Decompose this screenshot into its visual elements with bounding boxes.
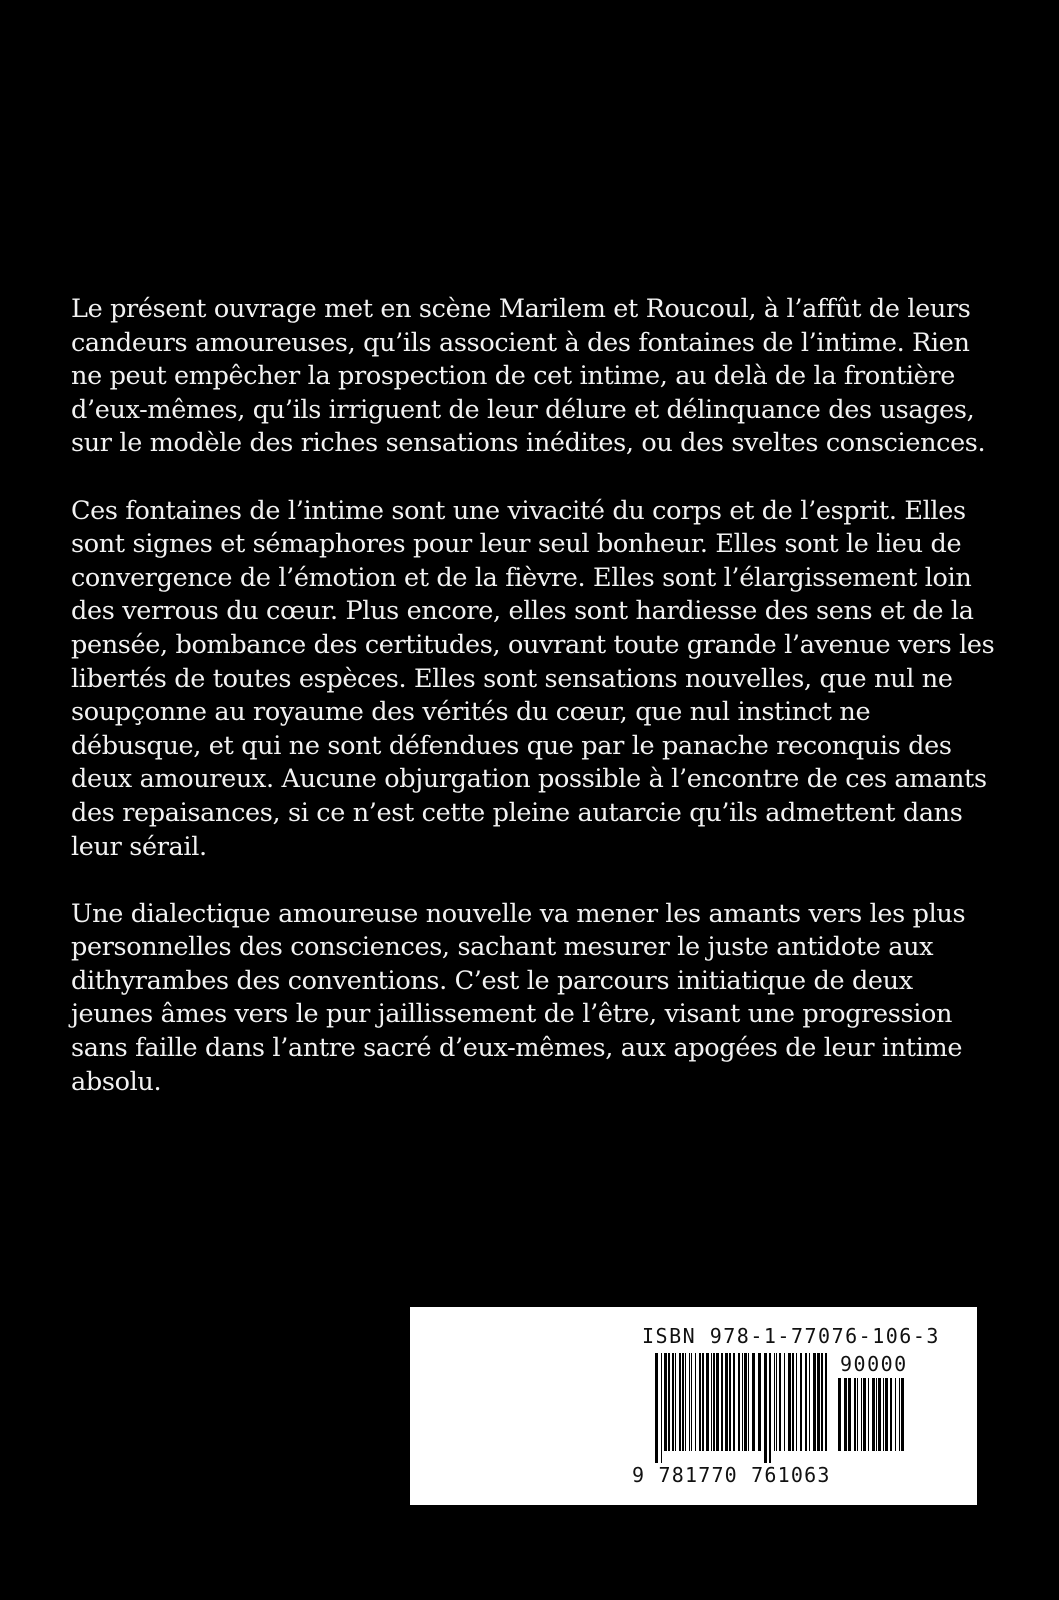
barcode-bar xyxy=(848,1378,851,1451)
barcode-bar xyxy=(769,1353,771,1463)
barcode-bar xyxy=(716,1353,719,1451)
barcode-bar xyxy=(899,1378,900,1451)
barcode-bar xyxy=(885,1378,888,1451)
blurb-paragraph-1: Le présent ouvrage met en scène Marilem et Roucoul, à l’affût de leurs candeurs amoureuses, qu’ils associent à des fontaines de l’intime. Rien ne peut empêcher la prospection de cet intime, au delà de la frontière d’eux-mêmes, qu’ils irriguent de leur délure et délinquance des usages, sur le modèle des riches sensations inédites, ou des sveltes consciences. xyxy=(71,294,986,459)
barcode-bar xyxy=(817,1353,820,1451)
barcode-bar xyxy=(838,1378,841,1451)
ean-digits: 9 781770 761063 xyxy=(632,1463,831,1487)
barcode-bar xyxy=(672,1353,674,1451)
barcode-bar xyxy=(813,1353,816,1451)
barcode-bar xyxy=(721,1353,723,1451)
barcode-bar xyxy=(861,1378,862,1451)
barcode-bar xyxy=(691,1353,692,1451)
barcode-bar xyxy=(738,1353,740,1451)
barcode-bar xyxy=(711,1353,712,1451)
barcode-bar xyxy=(784,1353,785,1451)
barcode-bar xyxy=(792,1353,794,1451)
barcode-bar xyxy=(668,1353,670,1451)
barcode-bar xyxy=(878,1378,881,1451)
barcode-bar xyxy=(744,1353,747,1451)
blurb-text xyxy=(71,293,1001,1133)
barcode-bar xyxy=(733,1353,735,1451)
barcode-bar xyxy=(664,1353,667,1451)
barcode-bar xyxy=(857,1378,858,1451)
barcode-bar xyxy=(854,1378,856,1451)
barcode-bar xyxy=(675,1353,676,1451)
barcode-bar xyxy=(901,1378,904,1451)
barcode-bar xyxy=(809,1353,810,1451)
barcode-bar xyxy=(679,1353,681,1451)
barcode-bar xyxy=(661,1353,662,1463)
barcode-bar xyxy=(685,1353,686,1451)
barcode-bar xyxy=(776,1353,777,1451)
barcode-bar xyxy=(872,1378,875,1451)
barcode-bar xyxy=(699,1353,701,1451)
barcode-bar xyxy=(883,1378,884,1451)
barcode-bar xyxy=(725,1353,728,1451)
barcode-bar xyxy=(805,1353,807,1451)
barcode-bar xyxy=(895,1378,896,1451)
barcode-bar xyxy=(655,1353,658,1463)
price-code: 90000 xyxy=(840,1352,908,1376)
barcode-bar xyxy=(729,1353,731,1451)
barcode-box xyxy=(410,1307,977,1505)
barcode-bar xyxy=(702,1353,704,1451)
barcode-bar xyxy=(713,1353,715,1451)
barcode-bar xyxy=(758,1353,761,1451)
blurb-paragraph-3: Une dialectique amoureuse nouvelle va mener les amants vers les plus personnelles des consciences, sachant mesurer le juste antidote aux dithyrambes des conventions. C’est le parcours initiatique de deux jeunes âmes vers le pur jaillissement de l’être, visant une progression sans faille dans l’antre sacré d’eux-mêmes, aux apogées de leur intime absolu. xyxy=(71,898,966,1097)
barcode-bar xyxy=(695,1353,696,1451)
barcode-bar xyxy=(682,1353,684,1451)
barcode-bar xyxy=(774,1353,775,1451)
ean-barcode xyxy=(655,1353,830,1463)
barcode-bar xyxy=(796,1353,797,1451)
isbn-label: ISBN 978-1-77076-106-3 xyxy=(642,1324,940,1348)
barcode-bar xyxy=(742,1353,743,1451)
barcode-bar xyxy=(844,1378,847,1451)
barcode-bar xyxy=(890,1378,892,1451)
barcode-bar xyxy=(863,1378,866,1451)
barcode-bar xyxy=(825,1353,827,1451)
barcode-bar xyxy=(821,1353,823,1451)
blurb-paragraph-2: Ces fontaines de l’intime sont une vivacité du corps et de l’esprit. Elles sont signes et sémaphores pour leur seul bonheur. Elles sont le lieu de convergence de l’émotion et de la fièvre. Elles sont l’élargissement loin des verrous du cœur. Plus encore, elles sont hardiesse des sens et de la pensée, bombance des certitudes, ouvrant toute grande l’avenue vers les libertés de toutes espèces. Elles sont sensations nouvelles, que nul ne soupçonne au royaume des vérités du cœur, que nul instinct ne débusque, et qui ne sont défendues que par le panache reconquis des deux amoureux. Aucune objurgation possible à l’encontre de ces amants des repaisances, si ce n’est cette pleine autarcie qu’ils admettent dans leur sérail. xyxy=(71,495,995,862)
barcode-bar xyxy=(764,1353,767,1463)
barcode-bar xyxy=(876,1378,877,1451)
barcode-bar xyxy=(800,1353,802,1451)
barcode-bar xyxy=(689,1353,690,1451)
addon-barcode xyxy=(838,1378,908,1463)
barcode-bar xyxy=(779,1353,781,1451)
barcode-bar xyxy=(868,1378,869,1451)
barcode-bar xyxy=(752,1353,755,1451)
barcode-bar xyxy=(788,1353,791,1451)
barcode-bar xyxy=(748,1353,749,1451)
barcode-bar xyxy=(706,1353,709,1451)
